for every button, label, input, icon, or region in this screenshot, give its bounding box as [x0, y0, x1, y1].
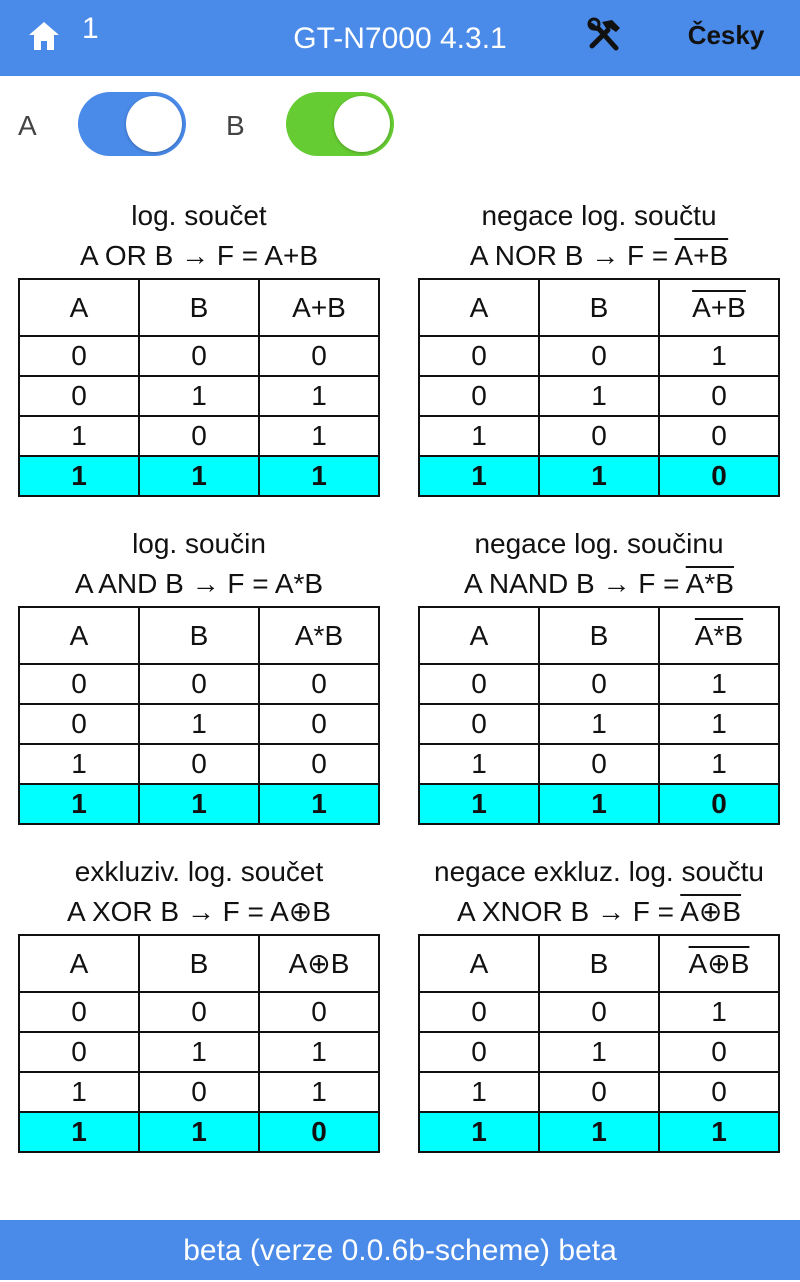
table-cell: 0: [659, 784, 779, 824]
table-cell: 0: [539, 744, 659, 784]
table-row: [19, 1072, 379, 1112]
table-cell: 1: [139, 784, 259, 824]
column-header: A⊕B: [259, 935, 379, 992]
formula-prefix: A XOR B → F =: [67, 896, 271, 927]
table-cell: 1: [139, 376, 259, 416]
table-row-highlighted: [19, 1112, 379, 1152]
table-cell: 1: [19, 784, 139, 824]
table-row: [419, 664, 779, 704]
table-cell: 0: [419, 376, 539, 416]
gate-formula: [418, 892, 780, 932]
toggle-b-knob: [334, 96, 390, 152]
table-cell: 1: [139, 1032, 259, 1072]
truth-table: [18, 278, 380, 497]
table-cell: 1: [659, 704, 779, 744]
column-header: A: [419, 607, 539, 664]
table-cell: 1: [19, 744, 139, 784]
toggle-a-switch[interactable]: [78, 92, 186, 156]
table-cell: 0: [19, 376, 139, 416]
table-row: [419, 376, 779, 416]
column-header: B: [539, 607, 659, 664]
table-row: [19, 744, 379, 784]
table-cell: 0: [259, 664, 379, 704]
table-row: [419, 416, 779, 456]
table-cell: 1: [139, 1112, 259, 1152]
gate-block: [18, 196, 380, 497]
table-row-highlighted: [419, 784, 779, 824]
table-row: [19, 336, 379, 376]
gate-title: log. součet: [131, 200, 267, 231]
formula-expression: A⊕B: [270, 896, 331, 927]
column-header: A: [19, 279, 139, 336]
gate-block: [418, 196, 780, 497]
table-cell: 0: [659, 1072, 779, 1112]
app-title: GT-N7000 4.3.1: [293, 22, 507, 55]
column-header: A*B: [659, 607, 779, 664]
table-row: [19, 416, 379, 456]
formula-prefix: A AND B → F =: [74, 568, 275, 599]
table-header-row: [19, 935, 379, 992]
table-row: [419, 1072, 779, 1112]
table-header-row: [19, 279, 379, 336]
table-cell: 1: [659, 1112, 779, 1152]
footer-text: beta (verze 0.0.6b-scheme) beta: [183, 1234, 617, 1267]
table-row: [419, 336, 779, 376]
table-cell: 1: [419, 456, 539, 496]
gate-formula: [418, 236, 780, 276]
column-header: B: [139, 279, 259, 336]
formula-expression: A*B: [685, 568, 734, 599]
table-cell: 0: [539, 664, 659, 704]
table-cell: 0: [659, 416, 779, 456]
table-cell: 0: [19, 704, 139, 744]
table-row: [19, 992, 379, 1032]
table-cell: 0: [259, 992, 379, 1032]
column-header: B: [139, 607, 259, 664]
table-cell: 0: [139, 1072, 259, 1112]
table-cell: 0: [419, 336, 539, 376]
table-cell: 0: [19, 1032, 139, 1072]
table-cell: 0: [19, 664, 139, 704]
table-cell: 0: [139, 336, 259, 376]
table-cell: 1: [539, 376, 659, 416]
gate-title: exkluziv. log. součet: [74, 856, 324, 887]
formula-expression: A+B: [674, 240, 729, 271]
gate-block: [18, 852, 380, 1153]
table-cell: 1: [659, 992, 779, 1032]
table-cell: 1: [419, 1112, 539, 1152]
formula-prefix: A OR B → F =: [79, 240, 265, 271]
gate-formula: [18, 236, 380, 276]
column-header: A: [19, 607, 139, 664]
table-row: [419, 1032, 779, 1072]
table-row: [19, 664, 379, 704]
table-row-highlighted: [419, 456, 779, 496]
column-header: A⊕B: [659, 935, 779, 992]
table-header-row: [19, 607, 379, 664]
gate-formula: [418, 564, 780, 604]
table-row-highlighted: [19, 784, 379, 824]
table-cell: 1: [19, 416, 139, 456]
table-header-row: [419, 607, 779, 664]
tools-icon[interactable]: [586, 16, 626, 56]
table-cell: 0: [259, 744, 379, 784]
table-cell: 1: [419, 784, 539, 824]
gate-block: [418, 852, 780, 1153]
table-cell: 0: [419, 992, 539, 1032]
table-cell: 1: [19, 1072, 139, 1112]
formula-prefix: A NOR B → F =: [469, 240, 675, 271]
toggle-a-knob: [126, 96, 182, 152]
table-cell: 0: [539, 1072, 659, 1112]
table-cell: 1: [139, 456, 259, 496]
table-cell: 0: [19, 336, 139, 376]
truth-table: [418, 278, 780, 497]
table-cell: 0: [19, 992, 139, 1032]
table-cell: 1: [539, 784, 659, 824]
table-cell: 0: [259, 1112, 379, 1152]
table-cell: 0: [419, 704, 539, 744]
table-cell: 0: [419, 1032, 539, 1072]
footer-bar: [0, 1220, 800, 1280]
column-header: B: [139, 935, 259, 992]
table-cell: 1: [419, 1072, 539, 1112]
table-cell: 0: [659, 456, 779, 496]
table-cell: 1: [259, 456, 379, 496]
table-cell: 1: [139, 704, 259, 744]
table-cell: 1: [659, 336, 779, 376]
column-header: A: [19, 935, 139, 992]
table-cell: 1: [19, 1112, 139, 1152]
table-row-highlighted: [19, 456, 379, 496]
formula-expression: A*B: [274, 568, 324, 599]
table-header-row: [419, 935, 779, 992]
table-cell: 0: [139, 992, 259, 1032]
table-cell: 1: [539, 1032, 659, 1072]
formula-prefix: A XNOR B → F =: [456, 896, 681, 927]
table-cell: 0: [259, 704, 379, 744]
table-row: [419, 992, 779, 1032]
top-app-bar: [0, 0, 800, 76]
table-cell: 1: [259, 1032, 379, 1072]
table-cell: 1: [19, 456, 139, 496]
table-cell: 0: [419, 664, 539, 704]
toggle-b-label: B: [226, 110, 245, 141]
table-row: [419, 744, 779, 784]
table-cell: 1: [659, 664, 779, 704]
table-cell: 0: [539, 992, 659, 1032]
toggle-a-label: A: [18, 110, 37, 141]
table-cell: 0: [139, 416, 259, 456]
truth-table: [18, 606, 380, 825]
formula-expression: A+B: [264, 240, 319, 271]
truth-table: [418, 934, 780, 1153]
formula-expression: A⊕B: [680, 896, 742, 927]
column-header: B: [539, 935, 659, 992]
gate-block: [18, 524, 380, 825]
gate-title: negace log. součinu: [474, 528, 724, 559]
table-cell: 0: [139, 744, 259, 784]
table-header-row: [419, 279, 779, 336]
table-cell: 0: [139, 664, 259, 704]
table-cell: 1: [419, 416, 539, 456]
table-row-highlighted: [419, 1112, 779, 1152]
table-cell: 1: [419, 744, 539, 784]
gate-title: log. součin: [132, 528, 266, 559]
table-row: [19, 376, 379, 416]
column-header: A: [419, 935, 539, 992]
table-row: [19, 704, 379, 744]
table-cell: 0: [659, 1032, 779, 1072]
table-cell: 1: [259, 784, 379, 824]
table-cell: 1: [259, 376, 379, 416]
table-cell: 1: [259, 1072, 379, 1112]
table-cell: 0: [539, 416, 659, 456]
gate-block: [418, 524, 780, 825]
table-cell: 0: [659, 376, 779, 416]
gate-title: negace log. součtu: [481, 200, 717, 231]
table-cell: 1: [539, 704, 659, 744]
column-header: A: [419, 279, 539, 336]
language-selector[interactable]: Česky: [687, 20, 765, 50]
column-header: B: [539, 279, 659, 336]
home-icon[interactable]: [26, 18, 62, 54]
table-cell: 1: [259, 416, 379, 456]
gate-formula: [18, 564, 380, 604]
table-cell: 0: [539, 336, 659, 376]
column-header: A+B: [659, 279, 779, 336]
column-header: A+B: [259, 279, 379, 336]
column-header: A*B: [259, 607, 379, 664]
page-number: 1: [82, 12, 99, 45]
truth-table: [418, 606, 780, 825]
toggle-b-switch[interactable]: [286, 92, 394, 156]
table-cell: 1: [659, 744, 779, 784]
truth-table: [18, 934, 380, 1153]
table-cell: 0: [259, 336, 379, 376]
table-cell: 1: [539, 1112, 659, 1152]
gate-formula: [18, 892, 380, 932]
gate-title: negace exkluz. log. součtu: [434, 856, 764, 887]
table-cell: 1: [539, 456, 659, 496]
formula-prefix: A NAND B → F =: [464, 568, 686, 599]
table-row: [419, 704, 779, 744]
table-row: [19, 1032, 379, 1072]
